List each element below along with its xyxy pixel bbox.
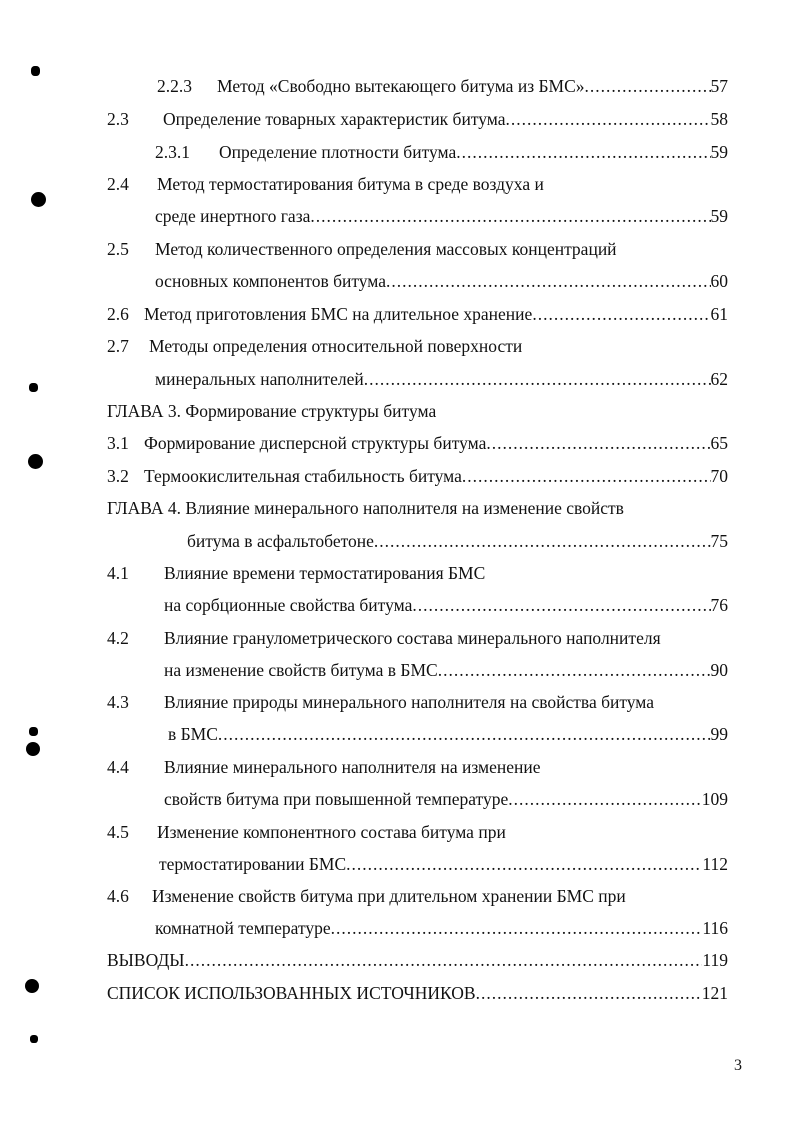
- toc-leader-dots: [185, 948, 703, 972]
- toc-entry-title: Влияние времени термостатирования БМС: [164, 563, 486, 583]
- toc-entry[interactable]: [107, 107, 728, 131]
- toc-entry-references[interactable]: [107, 981, 728, 1005]
- toc-entry[interactable]: [107, 431, 728, 455]
- toc-chapter-title: ГЛАВА 4. Влияние минерального наполнителя на изменение свойств: [107, 498, 624, 518]
- toc-entry-title-cont: свойств битума при повышенной температуре: [164, 789, 509, 809]
- toc-entry[interactable]: [164, 593, 728, 617]
- toc-entry-page: 112: [702, 854, 728, 874]
- toc-entry-page: 70: [710, 466, 728, 486]
- toc-entry-number: 2.4: [107, 174, 129, 194]
- toc-entry-title: Определение товарных характеристик битума: [163, 109, 506, 129]
- toc-entry-page: 62: [710, 369, 728, 389]
- scan-speck: [29, 383, 38, 392]
- toc-entry-page: 61: [710, 304, 728, 324]
- toc-entry[interactable]: [155, 204, 728, 228]
- toc-entry[interactable]: [164, 658, 728, 682]
- toc-entry-line1: [107, 334, 522, 358]
- toc-leader-dots: [218, 722, 711, 746]
- toc-entry-title-cont: на изменение свойств битума в БМС: [164, 660, 438, 680]
- binding-hole: [26, 742, 40, 756]
- toc-entry-title: Изменение компонентного состава битума при: [157, 822, 506, 842]
- toc-entry-title: Метод приготовления БМС на длительное хранение: [144, 304, 533, 324]
- toc-entry-line1: [107, 820, 506, 844]
- toc-entry-title-cont: среде инертного газа: [155, 206, 311, 226]
- toc-leader-dots: [508, 787, 702, 811]
- toc-leader-dots: [456, 140, 710, 164]
- toc-entry-page: 59: [710, 142, 728, 162]
- toc-entry[interactable]: [155, 140, 728, 164]
- toc-entry-title: СПИСОК ИСПОЛЬЗОВАННЫХ ИСТОЧНИКОВ: [107, 983, 476, 1003]
- binding-hole: [31, 192, 46, 207]
- toc-entry-title: ВЫВОДЫ: [107, 950, 185, 970]
- toc-entry-title-cont: на сорбционные свойства битума: [164, 595, 413, 615]
- toc-entry-line1: [107, 237, 617, 261]
- toc-entry[interactable]: [159, 852, 728, 876]
- toc-entry-line1: [107, 626, 661, 650]
- toc-entry-page: 90: [710, 660, 728, 680]
- toc-entry-number: 2.5: [107, 239, 129, 259]
- toc-entry-number: 2.7: [107, 336, 129, 356]
- toc-entry-title-cont: термостатировании БМС: [159, 854, 347, 874]
- toc-entry-number: 2.3: [107, 109, 129, 129]
- toc-entry-number: 4.2: [107, 628, 129, 648]
- toc-entry-number: 2.3.1: [155, 142, 190, 162]
- toc-leader-dots: [364, 367, 711, 391]
- binding-hole: [25, 979, 39, 993]
- page-number: 3: [734, 1057, 742, 1074]
- toc-entry-number: 2.2.3: [157, 76, 192, 96]
- toc-entry-title: Термоокислительная стабильность битума: [144, 466, 462, 486]
- scan-speck: [30, 1035, 38, 1043]
- toc-entry-page: 76: [710, 595, 728, 615]
- toc-entry-page: 59: [710, 206, 728, 226]
- toc-entry-page: 60: [710, 271, 728, 291]
- toc-entry[interactable]: [157, 74, 728, 98]
- toc-entry[interactable]: [168, 722, 728, 746]
- toc-entry-title: Метод количественного определения массовых концентраций: [155, 239, 617, 259]
- toc-entry-page: 99: [710, 724, 728, 744]
- toc-entry-title: Изменение свойств битума при длительном хранении БМС при: [152, 886, 626, 906]
- toc-entry-title: Влияние минерального наполнителя на изменение: [164, 757, 541, 777]
- toc-entry-number: 4.3: [107, 692, 129, 712]
- toc-entry-number: 3.1: [107, 433, 129, 453]
- toc-entry-title-cont: комнатной температуре: [155, 918, 331, 938]
- scan-speck: [31, 66, 40, 76]
- toc-entry[interactable]: [155, 367, 728, 391]
- toc-entry-line1: [107, 884, 626, 908]
- toc-entry[interactable]: [107, 302, 728, 326]
- toc-entry-title: Влияние гранулометрического состава минерального наполнителя: [164, 628, 661, 648]
- toc-entry-number: 3.2: [107, 466, 129, 486]
- toc-leader-dots: [486, 431, 710, 455]
- toc-entry-line1: [107, 690, 654, 714]
- toc-entry-number: 4.6: [107, 886, 129, 906]
- toc-leader-dots: [506, 107, 711, 131]
- toc-entry-number: 4.4: [107, 757, 129, 777]
- toc-entry-page: 57: [710, 76, 728, 96]
- toc-entry-page: 119: [702, 950, 728, 970]
- toc-entry-line1: [107, 561, 485, 585]
- toc-entry-title: Определение плотности битума: [219, 142, 457, 162]
- toc-entry-title: Метод термостатирования битума в среде воздуха и: [157, 174, 544, 194]
- toc-leader-dots: [532, 302, 710, 326]
- toc-entry-line1: [107, 755, 540, 779]
- toc-entry-title-cont: в БМС: [168, 724, 218, 744]
- toc-entry[interactable]: [164, 787, 728, 811]
- toc-chapter-title-cont: битума в асфальтобетоне: [187, 531, 374, 551]
- toc-entry-title: Формирование дисперсной структуры битума: [144, 433, 487, 453]
- toc-leader-dots: [331, 916, 703, 940]
- toc-leader-dots: [585, 74, 711, 98]
- toc-entry-title: Влияние природы минерального наполнителя на свойства битума: [164, 692, 655, 712]
- toc-entry-page: 65: [710, 433, 728, 453]
- toc-chapter-heading[interactable]: [107, 399, 436, 423]
- toc-leader-dots: [374, 529, 711, 553]
- toc-entry-number: 4.1: [107, 563, 129, 583]
- toc-entry[interactable]: [155, 916, 728, 940]
- toc-entry-page: 116: [702, 918, 728, 938]
- toc-entry[interactable]: [155, 269, 728, 293]
- toc-entry-page: 75: [710, 531, 728, 551]
- toc-leader-dots: [412, 593, 710, 617]
- toc-entry-page: 58: [710, 109, 728, 129]
- toc-entry-number: 2.6: [107, 304, 129, 324]
- toc-leader-dots: [476, 981, 702, 1005]
- toc-entry-page: 109: [701, 789, 728, 809]
- toc-entry-title-cont: основных компонентов битума: [155, 271, 387, 291]
- toc-leader-dots: [438, 658, 711, 682]
- toc-chapter-heading: [107, 496, 624, 520]
- toc-entry-title: Метод «Свободно вытекающего битума из БМС»: [217, 76, 585, 96]
- toc-leader-dots: [310, 204, 710, 228]
- toc-leader-dots: [346, 852, 702, 876]
- toc-entry-line1: [107, 172, 544, 196]
- toc-leader-dots: [386, 269, 710, 293]
- scan-speck: [29, 727, 38, 736]
- toc-entry-page: 121: [701, 983, 728, 1003]
- toc-entry-title-cont: минеральных наполнителей: [155, 369, 364, 389]
- binding-hole: [28, 454, 43, 469]
- toc-leader-dots: [462, 464, 711, 488]
- toc-chapter-title: ГЛАВА 3. Формирование структуры битума: [107, 401, 437, 421]
- toc-entry-title: Методы определения относительной поверхности: [149, 336, 523, 356]
- toc-entry[interactable]: [107, 464, 728, 488]
- toc-chapter-entry[interactable]: [187, 529, 728, 553]
- toc-entry-number: 4.5: [107, 822, 129, 842]
- toc-entry-conclusions[interactable]: [107, 948, 728, 972]
